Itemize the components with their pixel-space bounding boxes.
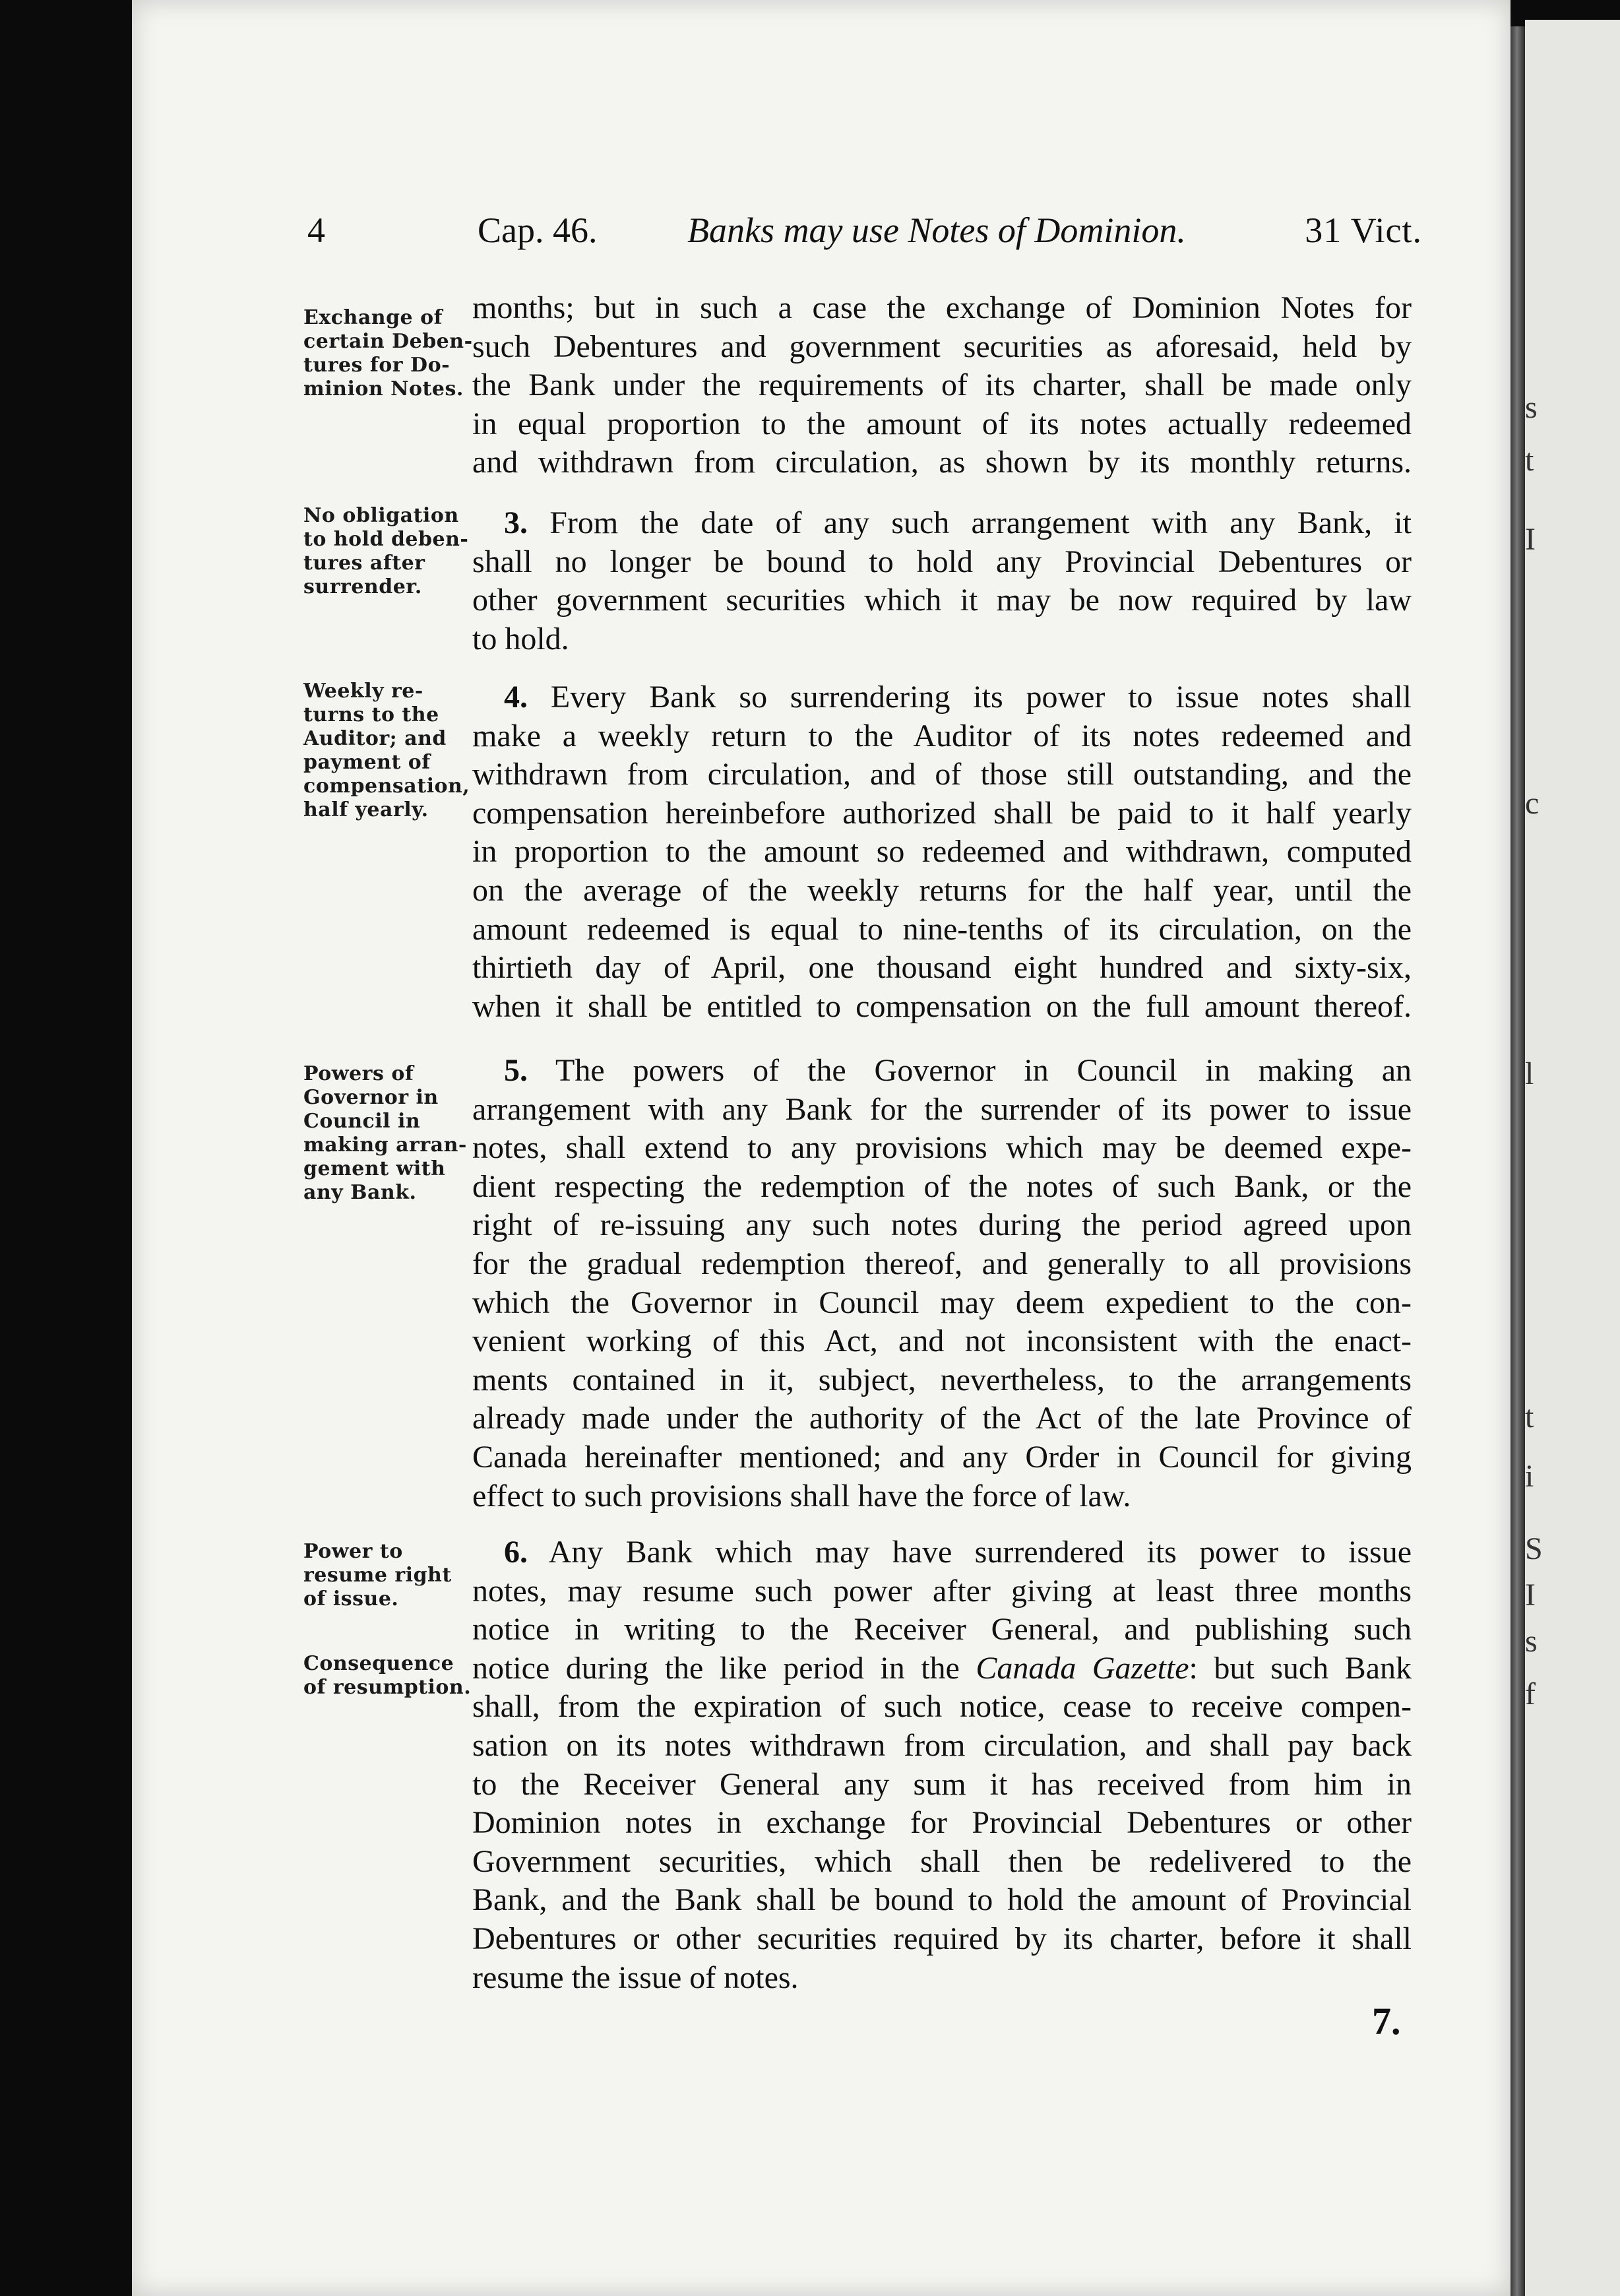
sidenote-line: resume right	[303, 1564, 452, 1587]
text-line: compensation hereinbefore authorized shall be paid to it half yearly	[472, 795, 1412, 831]
text-line: make a weekly return to the Auditor of its notes redeemed and	[472, 718, 1412, 753]
section-number: 5.	[504, 1053, 528, 1088]
text-line: to the Receiver General any sum it has received from him in	[472, 1766, 1412, 1802]
next-page-fragment: I	[1525, 1578, 1536, 1612]
text-line: ments contained in it, subject, nevertheless, to the arrangements	[472, 1362, 1412, 1397]
sidenote-line: turns to the	[303, 703, 439, 726]
text-line: sation on its notes withdrawn from circulation, and shall pay back	[472, 1727, 1412, 1763]
text-line: withdrawn from circulation, and of those still outstanding, and the	[472, 757, 1412, 792]
sidenote-line: compensation,	[303, 775, 470, 798]
text-line: notice in writing to the Receiver General, and publishing such	[472, 1612, 1412, 1647]
text-line: 3. From the date of any such arrangement with any Bank, it	[504, 505, 1412, 540]
sidenote-line: to hold deben-	[303, 528, 469, 551]
sidenote-line: Power to	[303, 1540, 403, 1563]
running-head	[307, 210, 1422, 263]
text-line: Bank, and the Bank shall be bound to hold the amount of Provincial	[472, 1882, 1412, 1918]
running-title: Banks may use Notes of Dominion.	[687, 210, 1186, 250]
next-page-fragment: S	[1525, 1531, 1543, 1566]
page-number: 4	[307, 210, 325, 250]
text-line: shall, from the expiration of such notice, cease to receive compen-	[472, 1689, 1412, 1725]
section-3	[472, 504, 1412, 658]
text-line: dient respecting the redemption of the notes of such Bank, or the	[472, 1168, 1412, 1204]
section-number: 3.	[504, 505, 528, 540]
sidenote-line: Powers of	[303, 1062, 414, 1085]
sidenote-line: Exchange of	[303, 306, 443, 329]
sidenote-line: Council in	[303, 1110, 421, 1133]
sidenote-line: half yearly.	[303, 798, 429, 821]
text-line: such Debentures and government securities as aforesaid, held by	[472, 329, 1412, 364]
text-line: already made under the authority of the Act of the late Province of	[472, 1401, 1412, 1436]
text-line: Debentures or other securities required by its charter, before it shall	[472, 1921, 1412, 1956]
text-line: notes, shall extend to any provisions which may be deemed expe-	[472, 1130, 1412, 1166]
catchword: 7.	[1372, 2000, 1401, 2043]
italic-publication-name: Canada Gazette	[976, 1650, 1189, 1686]
text-line: resume the issue of notes.	[472, 1960, 799, 1995]
sidenote-no-obligation	[303, 504, 475, 599]
next-page-edge	[1525, 20, 1620, 2296]
next-page-fragment: s	[1525, 1624, 1538, 1659]
text-line: on the average of the weekly returns for the half year, until the	[472, 872, 1412, 908]
text-line: the Bank under the requirements of its charter, shall be made only	[472, 367, 1412, 403]
sidenote-line: tures for Do-	[303, 354, 451, 377]
text-line: venient working of this Act, and not inconsistent with the enact-	[472, 1323, 1412, 1359]
sidenote-line: minion Notes.	[303, 377, 464, 400]
text-line: 5. The powers of the Governor in Council in making an	[504, 1053, 1412, 1088]
text-line: other government securities which it may be now required by law	[472, 583, 1412, 618]
text-line: and withdrawn from circulation, as shown by its monthly returns.	[472, 445, 1412, 480]
sidenote-line: making arran-	[303, 1133, 467, 1157]
text-line: in proportion to the amount so redeemed and withdrawn, computed	[472, 834, 1412, 870]
sidenote-consequence	[303, 1652, 475, 1700]
text-line: effect to such provisions shall have the force of law.	[472, 1478, 1131, 1514]
sidenote-line: Weekly re-	[303, 680, 423, 703]
sidenote-line: tures after	[303, 552, 425, 575]
page-gutter	[1511, 26, 1525, 2296]
sidenote-powers-of-governor	[303, 1062, 475, 1205]
text-line: months; but in such a case the exchange of Dominion Notes for	[472, 290, 1412, 325]
text-line: arrangement with any Bank for the surrender of its power to issue	[472, 1091, 1412, 1127]
text-line: thirtieth day of April, one thousand eight hundred and sixty-six,	[472, 950, 1412, 986]
text-line: amount redeemed is equal to nine-tenths of its circulation, on the	[472, 911, 1412, 947]
sidenote-weekly-returns	[303, 680, 475, 822]
text-line: 4. Every Bank so surrendering its power to issue notes shall	[504, 680, 1412, 715]
text-line: right of re-issuing any such notes during the period agreed upon	[472, 1207, 1412, 1243]
text-line: in equal proportion to the amount of its notes actually redeemed	[472, 406, 1412, 441]
sidenote-line: of resumption.	[303, 1676, 472, 1699]
next-page-fragment: t	[1525, 443, 1534, 478]
sidenote-line: Consequence	[303, 1652, 454, 1675]
section-5	[472, 1052, 1412, 1515]
text-line: 6. Any Bank which may have surrendered its power to issue	[504, 1535, 1412, 1570]
text-line: Government securities, which shall then be redelivered to the	[472, 1843, 1412, 1879]
text-line: notes, may resume such power after giving at least three months	[472, 1573, 1412, 1609]
sidenote-line: any Bank.	[303, 1181, 417, 1204]
section-4	[472, 678, 1412, 1026]
sidenote-line: certain Deben-	[303, 330, 473, 353]
section-number: 4.	[504, 680, 528, 715]
sidenote-line: Auditor; and	[303, 727, 447, 750]
text-line: which the Governor in Council may deem expedient to the con-	[472, 1285, 1412, 1320]
text-line: shall no longer be bound to hold any Provincial Debentures or	[472, 544, 1412, 579]
text-line: for the gradual redemption thereof, and generally to all provisions	[472, 1246, 1412, 1281]
section-6	[472, 1533, 1412, 1997]
text-line: Canada hereinafter mentioned; and any Order in Council for giving	[472, 1439, 1412, 1475]
sidenote-exchange	[303, 306, 475, 401]
next-page-fragment: I	[1525, 522, 1536, 557]
next-page-fragment: c	[1525, 786, 1540, 821]
text-line: when it shall be entitled to compensation on the full amount thereof.	[472, 988, 1412, 1024]
chapter-label: Cap. 46.	[478, 210, 598, 250]
text-line: notice during the like period in the Canada Gazette: but such Bank	[472, 1650, 1412, 1686]
section-number: 6.	[504, 1535, 528, 1570]
sidenote-line: gement with	[303, 1157, 446, 1180]
sidenote-power-to-resume	[303, 1540, 475, 1611]
paragraph-continuation	[472, 289, 1412, 482]
sidenote-line: No obligation	[303, 504, 459, 527]
regnal-year: 31 Vict.	[1305, 210, 1422, 250]
next-page-fragment: f	[1525, 1676, 1536, 1711]
sidenote-line: Governor in	[303, 1086, 439, 1109]
text-line: to hold.	[472, 621, 569, 656]
text-line: Dominion notes in exchange for Provincial Debentures or other	[472, 1805, 1412, 1841]
sidenote-line: surrender.	[303, 575, 422, 598]
next-page-fragment: s	[1525, 390, 1538, 425]
next-page-fragment: t	[1525, 1399, 1534, 1434]
sidenote-line: payment of	[303, 751, 431, 774]
next-page-fragment: i	[1525, 1459, 1534, 1494]
next-page-fragment: l	[1525, 1056, 1534, 1091]
sidenote-line: of issue.	[303, 1587, 399, 1610]
